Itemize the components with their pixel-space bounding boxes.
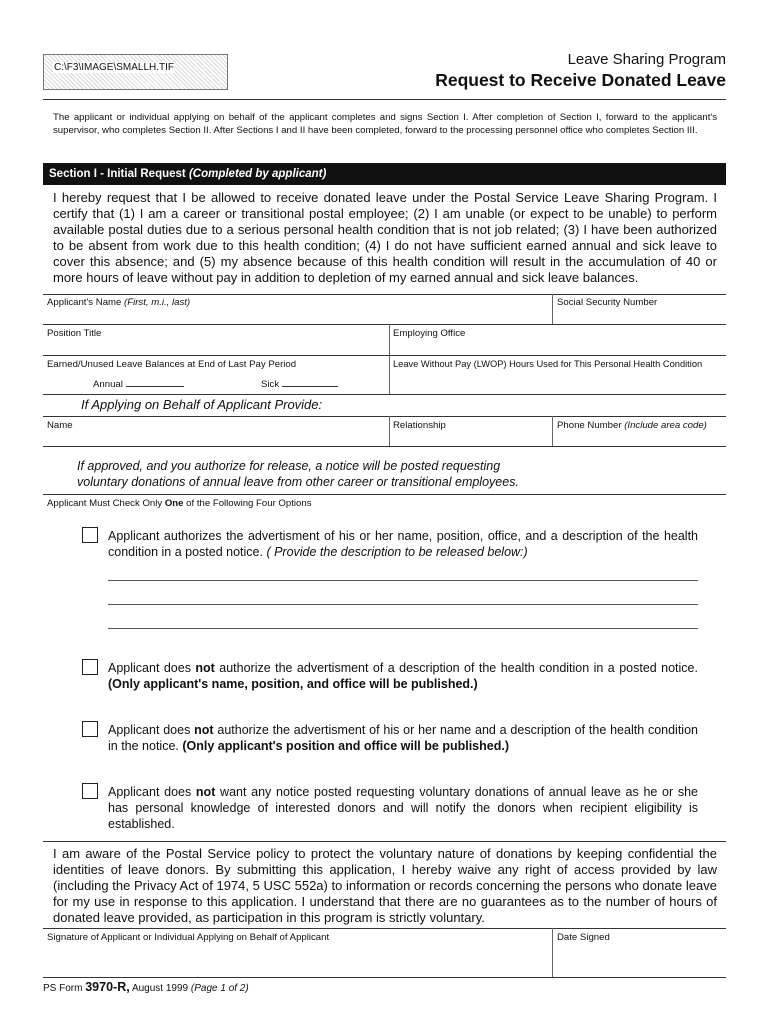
option-3-label-rest: authorize the advertisment of his or her name and a description of the health condition in the notice. — [108, 723, 698, 753]
description-line[interactable] — [108, 628, 698, 629]
check-instruction-post: of the Following Four Options — [183, 498, 312, 509]
certification-text: I hereby request that I be allowed to receive donated leave under the Postal Service Leave Sharing Program. I certify that (1) I am a career or transitional postal employee; (2) I am unable (or expect to be unable) to perform available postal duties due to a serious personal health condition that is not job related; (3) I have been authorized to be absent from work due to this health condition; (4) I do not have sufficient earned annual and sick leave to cover this absence; and (5) my absence because of this health condition will result in the accumulation of 40 or more hours of leave without pay in addition to depletion of my earned annual and sick leave balances. — [53, 190, 717, 285]
option-3-emphasis: not — [194, 723, 214, 737]
option-4-label: Applicant does — [108, 785, 196, 799]
signature-field[interactable]: Signature of Applicant or Individual Applying on Behalf of Applicant — [47, 932, 330, 943]
option-4-emphasis: not — [195, 785, 216, 799]
sick-blank[interactable] — [282, 377, 338, 387]
row-divider — [43, 841, 726, 842]
column-divider — [389, 324, 390, 394]
applicant-name-field[interactable] — [47, 297, 190, 308]
row-divider — [43, 977, 726, 978]
row-divider — [43, 494, 726, 495]
check-instruction — [47, 498, 312, 509]
option-3-label: Applicant does — [108, 723, 195, 737]
ssn-field[interactable]: Social Security Number — [557, 297, 658, 308]
sick-leave-field[interactable] — [261, 377, 338, 390]
footer-prefix: PS Form — [43, 983, 86, 994]
form-footer — [43, 980, 249, 994]
phone-hint: (Include area code) — [624, 420, 707, 431]
section-1-subtitle: (Completed by applicant) — [188, 168, 327, 180]
notice-line-2: voluntary donations of annual leave from other career or transitional employees. — [77, 475, 519, 489]
section-1-title: Section I - Initial Request — [49, 168, 186, 180]
applicant-name-label: Applicant's Name — [47, 297, 122, 308]
section-1-header — [43, 163, 726, 185]
column-divider — [552, 928, 553, 977]
annual-leave-field[interactable] — [93, 377, 184, 390]
annual-label: Annual — [93, 379, 123, 390]
notice-line-1: If approved, and you authorize for release, a notice will be posted requesting — [77, 459, 501, 473]
row-divider — [43, 446, 726, 447]
option-3-text — [108, 722, 698, 754]
form-number: 3970-R, — [85, 980, 130, 994]
row-divider — [43, 324, 726, 325]
phone-field[interactable] — [557, 420, 707, 431]
sick-label: Sick — [261, 379, 280, 390]
instructions-text: The applicant or individual applying on behalf of the applicant completes and signs Section I. After completion of Section I, forward to the applicant's supervisor, who completes Section II. After Sections I and II have been completed, forward to the processing personnel office who completes Section III. — [53, 112, 717, 136]
name-field[interactable]: Name — [47, 420, 73, 431]
option-2-label-rest: authorize the advertisment of a description of the health condition in a posted notice. — [214, 661, 698, 675]
option-1-text — [108, 528, 698, 560]
column-divider — [552, 294, 553, 324]
relationship-field[interactable]: Relationship — [393, 420, 446, 431]
phone-label: Phone Number — [557, 420, 622, 431]
row-divider — [43, 928, 726, 929]
page-indicator: (Page 1 of 2) — [190, 983, 249, 994]
annual-blank[interactable] — [126, 377, 184, 387]
check-instruction-emphasis: One — [164, 498, 184, 509]
check-instruction-pre: Applicant Must Check Only — [47, 498, 165, 509]
row-divider — [43, 416, 726, 417]
row-divider — [43, 394, 726, 395]
option-2-checkbox[interactable] — [82, 659, 98, 675]
position-title-field[interactable]: Position Title — [47, 328, 102, 339]
applicant-name-hint: (First, m.i., last) — [124, 297, 191, 308]
privacy-statement: I am aware of the Postal Service policy to protect the voluntary nature of donations by keeping confidential the identities of leave donors. By submitting this application, I hereby waive any right of access provided by law (including the Privacy Act of 1974, 5 USC 552a) to information or records concerning the persons who donate leave for my use in response to this application. I understand that there are no guarantees as to the number of hours of donated leave provided, as participation in this program is strictly voluntary. — [53, 846, 717, 925]
row-divider — [43, 294, 726, 295]
option-1-hint: ( Provide the description to be released below:) — [262, 545, 528, 559]
option-4-checkbox[interactable] — [82, 783, 98, 799]
program-title: Leave Sharing Program — [567, 51, 726, 68]
form-title: Request to Receive Donated Leave — [435, 70, 726, 90]
form-date: August 1999 — [129, 983, 191, 994]
notice-text — [77, 458, 519, 490]
description-line[interactable] — [108, 604, 698, 605]
description-line[interactable] — [108, 580, 698, 581]
option-2-emphasis: not — [195, 661, 215, 675]
option-2-text — [108, 660, 698, 692]
file-path-box — [43, 54, 228, 90]
header-divider — [43, 99, 726, 100]
date-signed-field[interactable]: Date Signed — [557, 932, 610, 943]
option-3-checkbox[interactable] — [82, 721, 98, 737]
file-path-label: C:\F3\IMAGE\SMALLH.TIF — [54, 62, 175, 73]
on-behalf-heading: If Applying on Behalf of Applicant Provide: — [81, 397, 323, 412]
employing-office-field[interactable]: Employing Office — [393, 328, 466, 339]
option-1-checkbox[interactable] — [82, 527, 98, 543]
column-divider — [552, 416, 553, 446]
option-3-note: (Only applicant's position and office will be published.) — [182, 739, 509, 753]
leave-balances-label: Earned/Unused Leave Balances at End of Last Pay Period — [47, 359, 297, 370]
option-2-note: (Only applicant's name, position, and office will be published.) — [108, 677, 478, 691]
row-divider — [43, 355, 726, 356]
option-4-text — [108, 784, 698, 832]
option-2-label: Applicant does — [108, 661, 196, 675]
option-4-label-rest: want any notice posted requesting voluntary donations of annual leave as he or she has personal knowledge of interested donors and will notify the donors when recipient eligibility is established. — [108, 785, 698, 831]
option-1-label: Applicant authorizes the advertisment of his or her name, position, office, and a description of the health condition in a posted notice. — [108, 529, 698, 559]
lwop-field[interactable]: Leave Without Pay (LWOP) Hours Used for This Personal Health Condition — [393, 359, 703, 369]
column-divider — [389, 416, 390, 446]
